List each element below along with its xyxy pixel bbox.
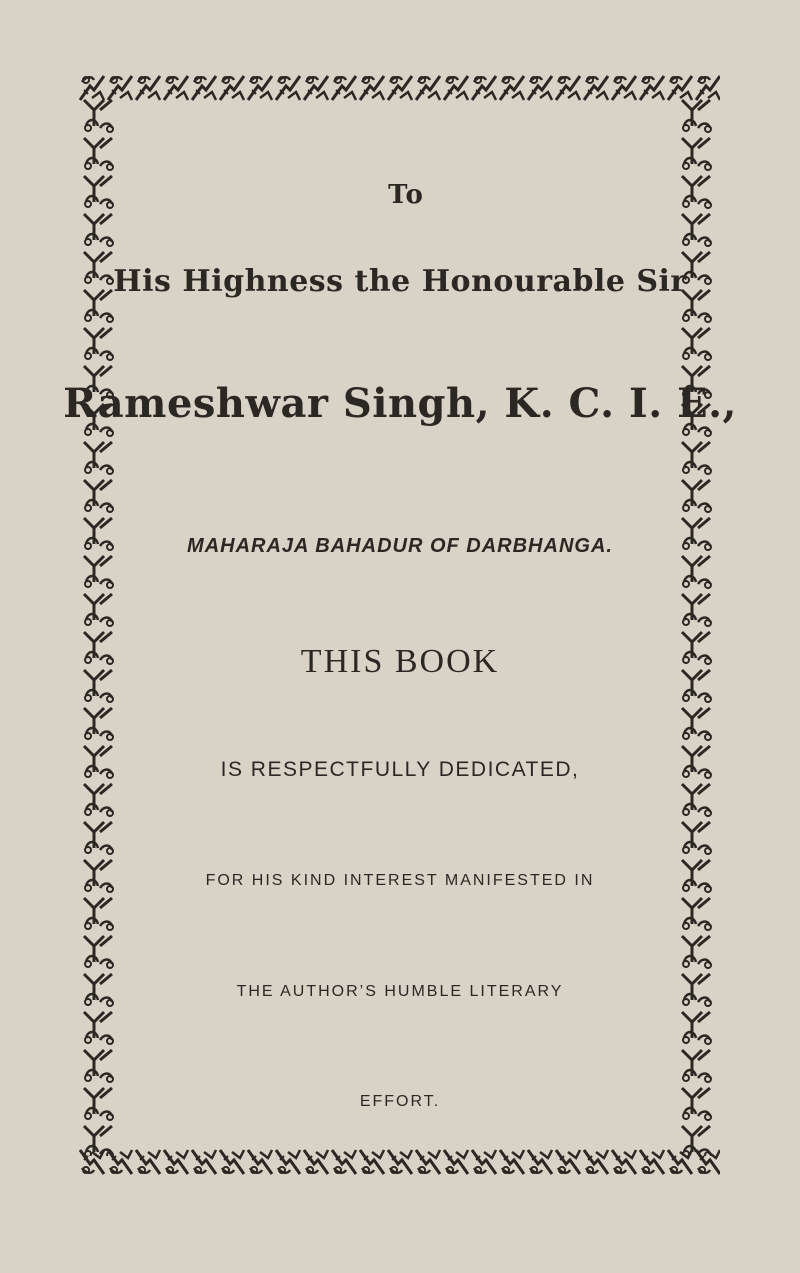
- dedicatee-name: Rameshwar Singh, K. C. I. E.,: [63, 380, 737, 427]
- ornamental-border-bottom: [78, 1144, 720, 1180]
- dedication-to: To: [388, 180, 424, 210]
- dedicatee-title: MAHARAJA BAHADUR OF DARBHANGA.: [187, 535, 613, 557]
- dedication-line-dedicated: IS RESPECTFULLY DEDICATED,: [220, 758, 580, 781]
- dedication-honorific: His Highness the Honourable Sir: [113, 264, 687, 299]
- ornamental-border-top: [78, 70, 720, 106]
- dedication-heading: THIS BOOK: [300, 643, 500, 680]
- dedication-line-interest: FOR HIS KIND INTEREST MANIFESTED IN: [205, 872, 595, 889]
- dedication-line-author: THE AUTHOR’S HUMBLE LITERARY: [236, 983, 564, 1000]
- dedication-line-effort: EFFORT.: [359, 1093, 441, 1110]
